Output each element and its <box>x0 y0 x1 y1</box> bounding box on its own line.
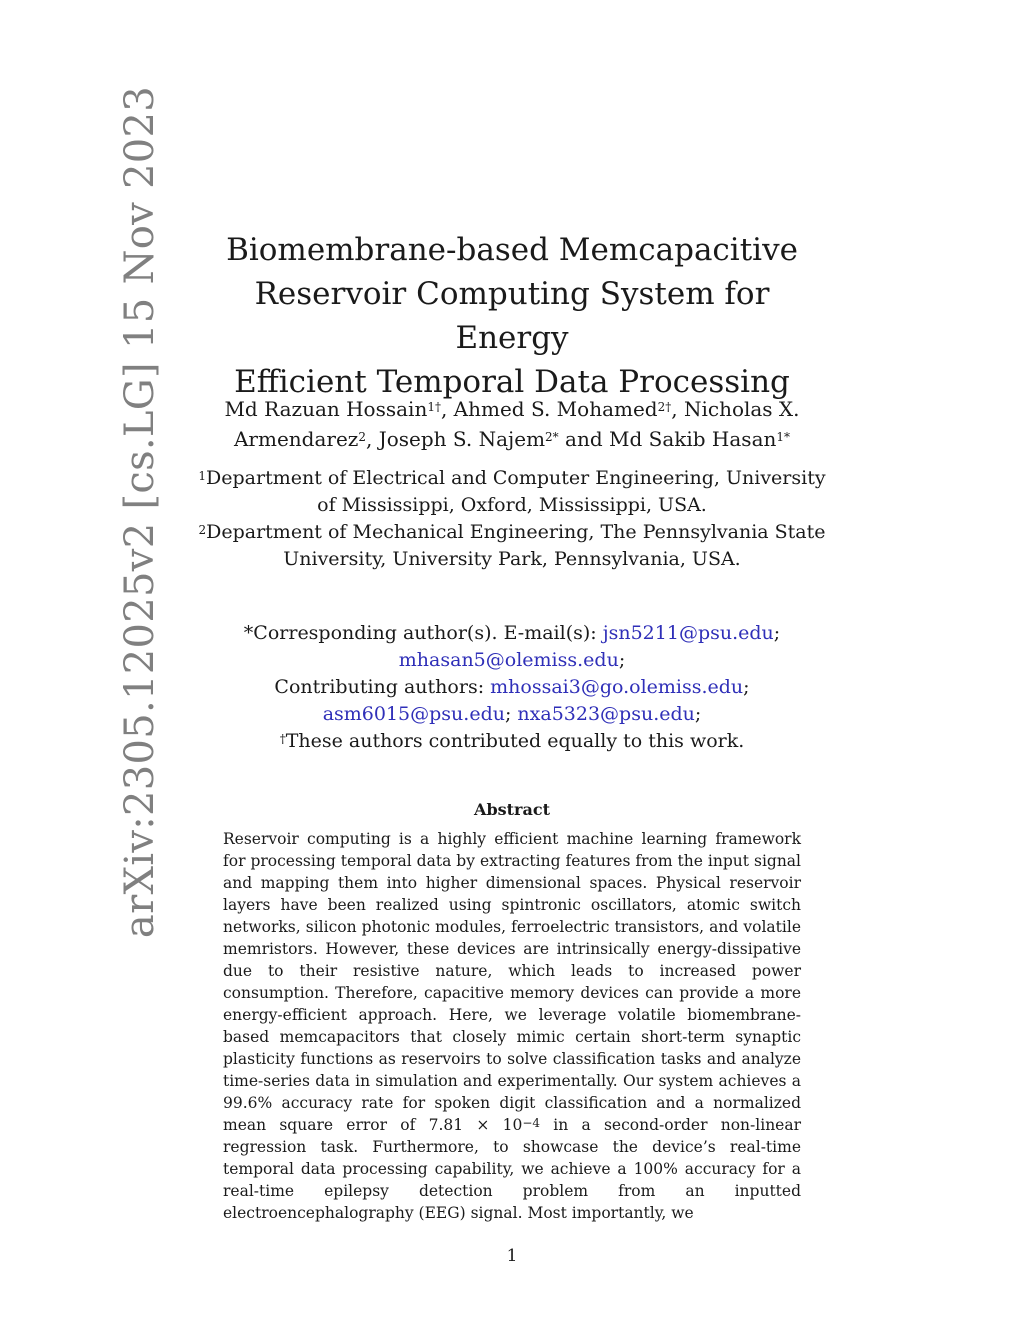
author-mohamed: , Ahmed S. Mohamed <box>440 397 658 421</box>
separator: ; <box>618 649 626 671</box>
arxiv-identifier-stamp: arXiv:2305.12025v2 [cs.LG] 15 Nov 2023 <box>117 85 163 939</box>
separator: ; <box>773 622 781 644</box>
nmse-base: 7.81 × 10 <box>428 1116 523 1134</box>
author-line-1 <box>150 394 874 424</box>
email-link-armendarez[interactable]: nxa5323@psu.edu <box>517 703 695 725</box>
contributing-line <box>150 674 874 701</box>
title-line-1: Biomembrane-based Memcapacitive <box>226 232 798 268</box>
affiliation-2-mark: 2 <box>198 523 207 537</box>
abstract-text <box>223 828 801 1224</box>
nmse-value <box>429 1116 540 1134</box>
corresponding-line <box>150 620 874 647</box>
author-list <box>150 394 874 454</box>
author-hossain-mark: 1† <box>427 400 441 414</box>
author-line-2 <box>150 424 874 454</box>
affiliation-1-line-1 <box>150 465 874 492</box>
corresponding-line-2 <box>150 647 874 674</box>
email-link-mohamed[interactable]: asm6015@psu.edu <box>322 703 505 725</box>
email-link-najem[interactable]: jsn5211@psu.edu <box>602 622 774 644</box>
author-hasan: and Md Sakib Hasan <box>558 427 777 451</box>
abstract-heading: Abstract <box>474 800 550 819</box>
abstract-text-part-1: Reservoir computing is a highly efficient machine learning framework for processing temporal data by extracting features from the input signal and mapping them into higher dimensional spaces. Physical reservoir layers have been realized using spintronic oscillators, atomic switch networks, silicon photonic modules, ferroelectric transistors, and volatile memristors. However, these devices are intrinsically energy-dissipative due to their resistive nature, which leads to increased power consumption. Therefore, capacitive memory devices can provide a more energy-efficient approach. Here, we leverage volatile biomembrane-based memcapacitors that closely mimic certain short-term synaptic plasticity functions as reservoirs to solve classification tasks and analyze time-series data in simulation and experimentally. Our system achieves a 99.6% accuracy rate for spoken digit classification and a normalized mean square error of <box>223 830 801 1134</box>
affiliation-2-line-1 <box>150 519 874 546</box>
affiliation-1-line-2: of Mississippi, Oxford, Mississippi, USA. <box>317 494 707 516</box>
author-hossain: Md Razuan Hossain <box>224 397 428 421</box>
author-najem: , Joseph S. Najem <box>365 427 546 451</box>
abstract-text-part-2: in a second-order non-linear regression task. Furthermore, to showcase the device’s real-time temporal data processing capability, we achieve a 100% accuracy for a real-time epilepsy detection problem from an inputted electroencephalography (EEG) signal. Most importantly, we <box>223 1116 802 1222</box>
affiliation-2-line-2: University, University Park, Pennsylvania, USA. <box>283 548 741 570</box>
affiliations <box>150 465 874 573</box>
contributing-line-2 <box>150 701 874 728</box>
separator: ; <box>694 703 702 725</box>
equal-contribution-text: These authors contributed equally to this work. <box>285 730 745 752</box>
nmse-exponent: −4 <box>522 1116 541 1130</box>
author-hasan-mark: 1* <box>776 430 791 444</box>
title-line-2: Reservoir Computing System for Energy <box>254 276 770 356</box>
paper-title <box>200 228 824 404</box>
author-armendarez-mark: 2 <box>358 430 366 444</box>
equal-contribution-note <box>150 728 874 755</box>
page-number: 1 <box>506 1246 518 1266</box>
affiliation-2-text: Department of Mechanical Engineering, The Pennsylvania State <box>206 521 826 543</box>
email-link-hasan[interactable]: mhasan5@olemiss.edu <box>398 649 619 671</box>
title-line-3: Efficient Temporal Data Processing <box>234 364 790 400</box>
contributing-prefix: Contributing authors: <box>274 676 491 698</box>
email-link-hossain[interactable]: mhossai3@go.olemiss.edu <box>490 676 744 698</box>
separator: ; <box>504 703 518 725</box>
separator: ; <box>743 676 750 698</box>
affiliation-1-text: Department of Electrical and Computer Engineering, University <box>206 467 826 489</box>
author-armendarez-last: Armendarez <box>233 427 359 451</box>
author-armendarez-first: , Nicholas X. <box>671 397 800 421</box>
affiliation-1-mark: 1 <box>198 469 207 483</box>
contact-info <box>150 620 874 755</box>
corresponding-prefix: *Corresponding author(s). E-mail(s): <box>243 622 603 644</box>
author-najem-mark: 2* <box>545 430 559 444</box>
author-mohamed-mark: 2† <box>657 400 672 414</box>
equal-contribution-mark: † <box>279 732 286 746</box>
